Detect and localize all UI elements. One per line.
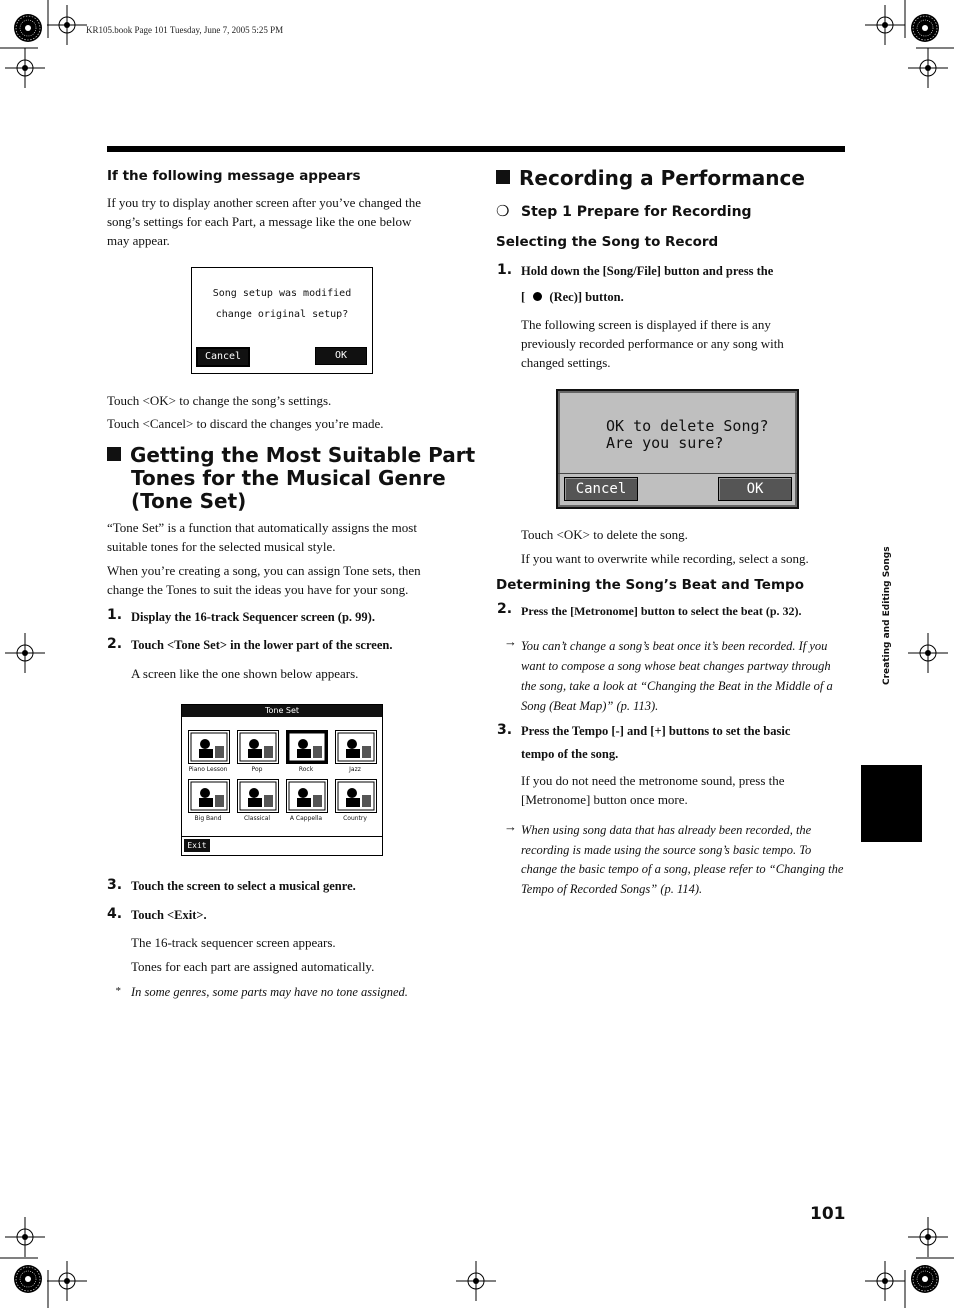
side-tab xyxy=(868,546,896,685)
genre-label: Piano Lesson xyxy=(188,766,228,773)
note-tempo: When using song data that has already been recorded, the recording is made using the source song’s basic tempo. To change the basic tempo of a song, please refer to “Changing the Tempo of Recorded Songs” (p. 114). xyxy=(521,823,844,896)
step-number: 2. xyxy=(107,636,123,652)
footnote-mark: * xyxy=(115,985,121,997)
step-4-sub-2: Tones for each part are assigned automatically. xyxy=(131,959,375,974)
beat-tempo-heading: Determining the Song’s Beat and Tempo xyxy=(496,577,804,593)
step-1-desc: The following screen is displayed if there is any previously recorded performance or any song with changed settings. xyxy=(521,317,784,370)
step-2-sub: A screen like the one shown below appears. xyxy=(131,666,359,681)
genre-tile[interactable] xyxy=(237,779,279,813)
delete-song-dialog xyxy=(556,389,799,509)
dialog-line-2: change original setup? xyxy=(215,309,349,320)
heading-square-icon xyxy=(107,447,121,461)
step-number: 1. xyxy=(497,262,513,278)
note-beat: You can’t change a song’s beat once it’s been recorded. If you want to compose a song whose beat changes partway through the song, take a look at “Changing the Beat in the Middle of a Song (Beat Map)” (p. 113). xyxy=(521,639,833,713)
select-song-heading: Selecting the Song to Record xyxy=(496,234,719,250)
exit-button[interactable]: Exit xyxy=(184,839,210,852)
genre-tile[interactable] xyxy=(335,779,377,813)
cancel-button[interactable]: Cancel xyxy=(564,477,638,501)
message-intro: If you try to display another screen after you’ve changed the song’s settings for each Part, a message like the one below may appear. xyxy=(107,195,422,248)
step-text: Press the Tempo [-] and [+] buttons to set the basic xyxy=(521,724,791,738)
touch-ok-delete: Touch <OK> to delete the song. xyxy=(521,527,688,542)
step-text: Touch the screen to select a musical genre. xyxy=(131,879,356,893)
print-header: KR105.book Page 101 Tuesday, June 7, 2005 5:25 PM xyxy=(86,25,284,35)
tone-set-heading: Getting the Most Suitable Part Tones for the Musical Genre (Tone Set) xyxy=(107,444,475,513)
step-text: Touch <Tone Set> in the lower part of the screen. xyxy=(131,638,393,652)
genre-label: Country xyxy=(343,815,367,822)
dialog-line-2: Are you sure? xyxy=(606,434,724,452)
step-number: 3. xyxy=(107,877,123,893)
dialog-line-1: OK to delete Song? xyxy=(606,417,769,435)
genre-tile[interactable] xyxy=(188,779,230,813)
step-text-cont: [ (Rec)] button. xyxy=(521,290,624,304)
genre-label: Pop xyxy=(251,766,263,773)
page-number: 101 xyxy=(810,1204,846,1224)
touch-ok-text: Touch <OK> to change the song’s settings. xyxy=(107,393,332,408)
step-4-sub-1: The 16-track sequencer screen appears. xyxy=(131,935,336,950)
tone-set-title: Tone Set xyxy=(182,705,382,717)
record-dot-icon xyxy=(533,292,542,301)
top-rule xyxy=(107,146,845,152)
side-tab-block xyxy=(861,765,922,842)
genre-label: A Cappella xyxy=(289,815,323,822)
footnote: In some genres, some parts may have no tone assigned. xyxy=(131,985,408,999)
step-number: 1. xyxy=(107,607,123,623)
tone-set-screen xyxy=(181,704,383,856)
arrow-icon: → xyxy=(504,634,517,649)
touch-cancel-text: Touch <Cancel> to discard the changes you’re made. xyxy=(107,416,384,431)
arrow-icon: → xyxy=(504,819,517,834)
recording-heading: Recording a Performance xyxy=(496,167,805,190)
genre-label: Jazz xyxy=(349,766,361,773)
genre-tile[interactable] xyxy=(237,730,279,764)
step-number: 3. xyxy=(497,722,513,738)
genre-label: Big Band xyxy=(194,815,222,822)
step-text-cont: tempo of the song. xyxy=(521,747,619,761)
heading-square-icon xyxy=(496,170,510,184)
divider xyxy=(182,836,382,837)
genre-tile[interactable] xyxy=(286,730,328,764)
genre-tile[interactable] xyxy=(188,730,230,764)
step-heading: Step 1 Prepare for Recording xyxy=(521,204,752,220)
step-text: Hold down the [Song/File] button and press the xyxy=(521,264,774,278)
dialog-line-1: Song setup was modified xyxy=(212,288,352,299)
overwrite-text: If you want to overwrite while recording, select a song. xyxy=(521,551,809,566)
side-tab-label: Creating and Editing Songs xyxy=(882,546,892,685)
step-text: Touch <Exit>. xyxy=(131,908,207,922)
step-3-desc: If you do not need the metronome sound, press the [Metronome] button once more. xyxy=(521,773,785,807)
ok-button[interactable]: OK xyxy=(718,477,792,501)
step-number: 4. xyxy=(107,906,123,922)
tone-set-para-2: When you’re creating a song, you can assign Tone sets, then change the Tones to suit the ideas you have for your song. xyxy=(107,563,421,597)
step-text: Press the [Metronome] button to select the beat (p. 32). xyxy=(521,604,802,618)
tone-set-para-1: “Tone Set” is a function that automatically assigns the most suitable tones for the selected musical style. xyxy=(107,520,417,554)
message-heading: If the following message appears xyxy=(107,168,361,184)
genre-tile[interactable] xyxy=(335,730,377,764)
modified-dialog xyxy=(191,267,373,374)
step-text: Display the 16-track Sequencer screen (p. 99). xyxy=(131,610,375,624)
hollow-circle-icon: ❍ xyxy=(496,202,510,220)
genre-label: Rock xyxy=(298,766,314,773)
step-number: 2. xyxy=(497,601,513,617)
genre-label: Classical xyxy=(243,815,271,822)
ok-button[interactable]: OK xyxy=(316,348,366,364)
genre-tile[interactable] xyxy=(286,779,328,813)
divider xyxy=(558,473,797,474)
cancel-button[interactable]: Cancel xyxy=(197,348,249,366)
